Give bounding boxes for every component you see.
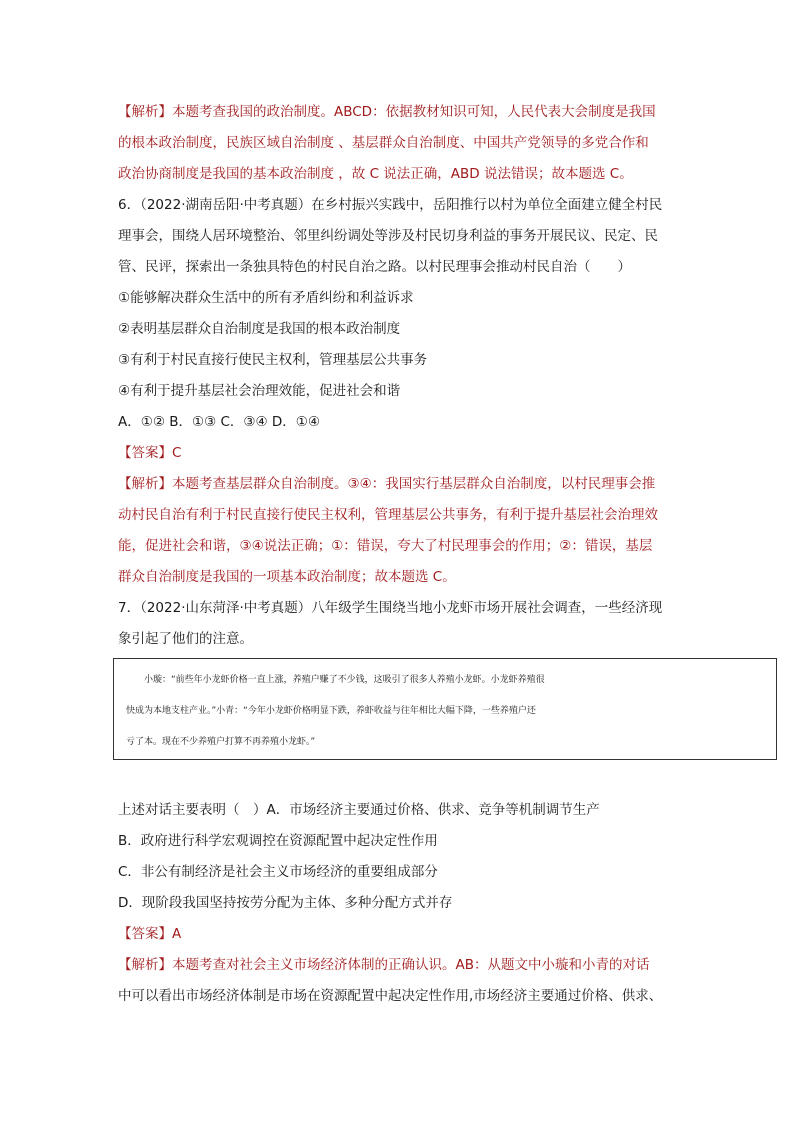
q7-option-d: D．现阶段我国坚持按劳分配为主体、多种分配方式并存	[118, 895, 453, 911]
q7-analysis-line-2: 中可以看出市场经济体制是市场在资源配置中起决定性作用,市场经济主要通过价格、供求、	[118, 988, 663, 1004]
analysis-q5-line-1: 【解析】本题考查我国的政治制度。ABCD：依据教材知识可知，人民代表大会制度是我国	[118, 104, 656, 120]
q6-stem-line-3: 管、民评，探索出一条独具特色的村民自治之路。以村民理事会推动村民自治（ ）	[118, 259, 631, 275]
analysis-q5-line-2: 的根本政治制度，民族区域自治制度 、基层群众自治制度、中国共产党领导的多党合作和	[118, 135, 649, 151]
q6-choices: A．①② B．①③ C．③④ D．①④	[118, 414, 321, 430]
q7-stem-line-1: 7．（2022·山东菏泽·中考真题）八年级学生围绕当地小龙虾市场开展社会调查，一些经济现	[118, 600, 663, 616]
q6-stem-line-1: 6．（2022·湖南岳阳·中考真题）在乡村振兴实践中，岳阳推行以村为单位全面建立健全村民	[118, 197, 663, 213]
q7-dialogue-box	[113, 658, 777, 760]
q7-dialogue-line-2: 快成为本地支柱产业。”小青：“今年小龙虾价格明显下跌，养虾收益与往年相比大幅下降，一些养殖户还	[126, 706, 536, 716]
q7-option-b: B．政府进行科学宏观调控在资源配置中起决定性作用	[118, 833, 438, 849]
q6-answer: 【答案】C	[118, 445, 182, 461]
q7-option-a: 上述对话主要表明（ ）A．市场经济主要通过价格、供求、竞争等机制调节生产	[118, 802, 600, 818]
q6-stem-line-2: 理事会，围绕人居环境整治、邻里纠纷调处等涉及村民切身利益的事务开展民议、民定、民	[118, 228, 658, 244]
q6-analysis-line-2: 动村民自治有利于村民直接行使民主权利，管理基层公共事务，有利于提升基层社会治理效	[118, 507, 658, 523]
q6-option-1: ①能够解决群众生活中的所有矛盾纠纷和利益诉求	[118, 290, 414, 306]
q7-dialogue-line-1: 小璇：“前些年小龙虾价格一直上涨，养殖户赚了不少钱，这吸引了很多人养殖小龙虾。小龙虾养殖很	[144, 675, 545, 685]
q7-answer: 【答案】A	[118, 926, 182, 942]
q7-stem-line-2: 象引起了他们的注意。	[118, 631, 253, 647]
q7-option-c: C．非公有制经济是社会主义市场经济的重要组成部分	[118, 864, 438, 880]
q6-option-4: ④有利于提升基层社会治理效能，促进社会和谐	[118, 383, 401, 399]
q7-dialogue-line-3: 亏了本。现在不少养殖户打算不再养殖小龙虾。”	[126, 737, 316, 747]
analysis-q5-line-3: 政治协商制度是我国的基本政治制度 ，故 C 说法正确，ABD 说法错误；故本题选 C。	[118, 166, 633, 182]
q6-option-3: ③有利于村民直接行使民主权利，管理基层公共事务	[118, 352, 428, 368]
q6-analysis-line-4: 群众自治制度是我国的一项基本政治制度；故本题选 C。	[118, 569, 456, 585]
q6-option-2: ②表明基层群众自治制度是我国的根本政治制度	[118, 321, 401, 337]
q7-analysis-line-1: 【解析】本题考查对社会主义市场经济体制的正确认识。AB：从题文中小璇和小青的对话	[118, 957, 650, 973]
q6-analysis-line-1: 【解析】本题考查基层群众自治制度。③④：我国实行基层群众自治制度，以村民理事会推	[118, 476, 656, 492]
q6-analysis-line-3: 能，促进社会和谐，③④说法正确；①：错误，夸大了村民理事会的作用；②：错误，基层	[118, 538, 653, 554]
